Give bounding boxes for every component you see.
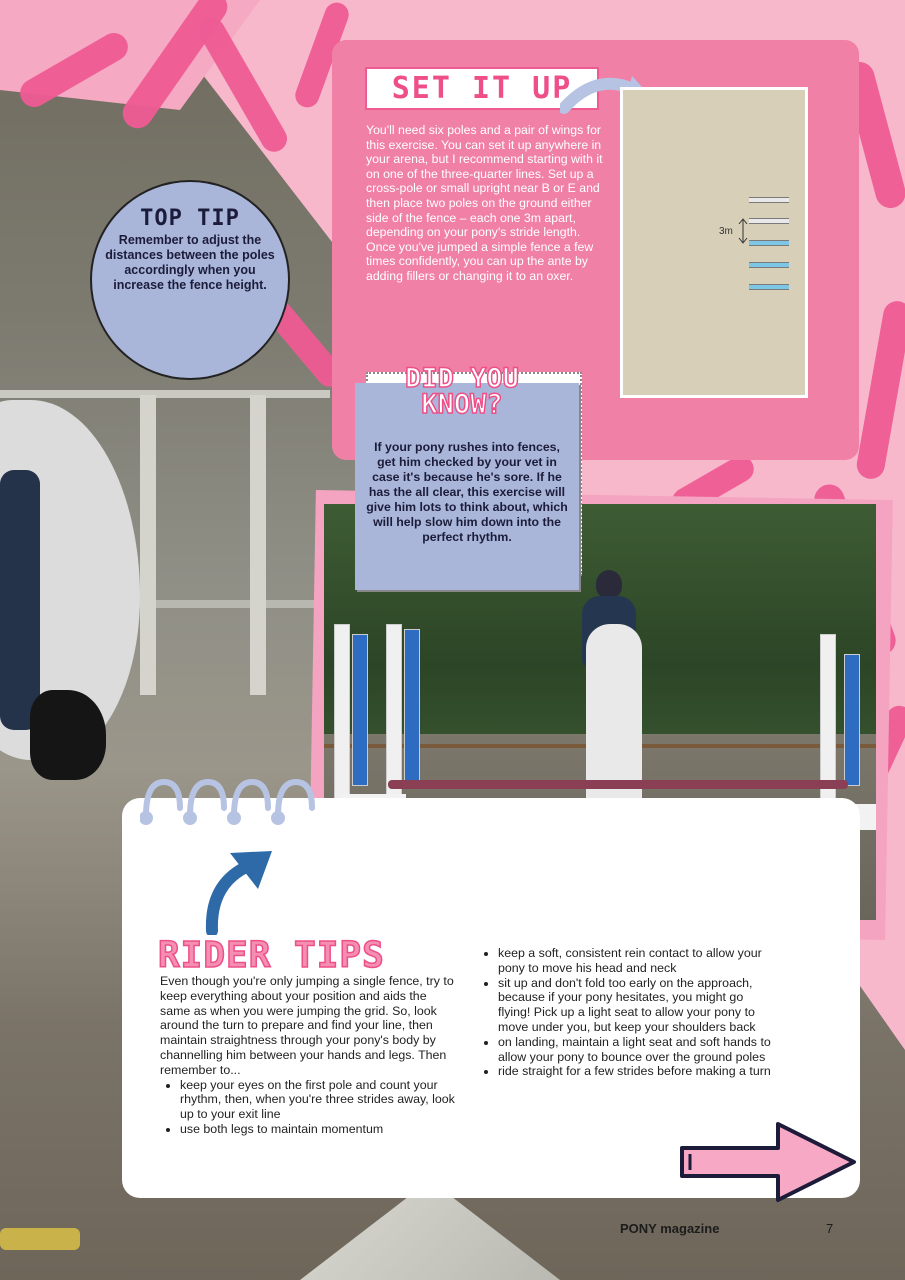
- list-item: • keep a soft, consistent rein contact to allow your pony to move his head and neck: [498, 946, 778, 976]
- rider-helmet: [596, 570, 622, 598]
- setup-title: SET IT UP: [365, 67, 599, 110]
- list-item: • ride straight for a few strides before making a turn: [498, 1064, 778, 1079]
- background-post: [140, 395, 156, 695]
- distance-arrow-icon: [738, 218, 748, 244]
- rider-tips-title: RIDER TIPS: [158, 935, 385, 976]
- jump-wing-upright: [404, 629, 420, 781]
- rider-tips-left-list: [160, 1078, 460, 1137]
- did-you-know-title-line: DID YOU: [405, 363, 519, 394]
- setup-body: You'll need six poles and a pair of wings for this exercise. You can set it up anywhere in your arena, but I recommend starting with it on one of the three-quarter lines. Set up a cross-pole or small upright near B or E and then place two poles on the ground either side of the fence – each one 3m apart, depending on your pony's stride length. Once you've jumped a simple fence a few times confidently, you can up the ante by adding fillers or changing it to an oxer.: [366, 123, 603, 283]
- ground-pole: [749, 218, 789, 224]
- jump-wing-upright: [352, 634, 368, 786]
- top-tip-bubble: [90, 180, 290, 380]
- did-you-know-title-line: KNOW?: [421, 389, 503, 420]
- list-item: • sit up and don't fold too early on the approach, because if your pony hesitates, you might go flying! Pick up a light seat to allow your pony to move under you, but keep your shoulders back: [498, 976, 778, 1035]
- rider-tips-left-column: [160, 974, 460, 1137]
- distance-label: 3m: [719, 226, 733, 237]
- curved-up-arrow-icon: [200, 845, 280, 935]
- grey-horse: [586, 624, 642, 824]
- background-rail: [0, 390, 330, 398]
- ground-pole: [749, 262, 789, 268]
- rider-tips-right-column: [478, 946, 778, 1079]
- top-tip-title: TOP TIP: [140, 206, 240, 231]
- ground-pole: [749, 284, 789, 290]
- did-you-know-body: If your pony rushes into fences, get him checked by your vet in case it's because he's sore. If he has the all clear, this exercise will give him lots to think about, which will help slow him down into the perfect rhythm.: [366, 440, 568, 544]
- jump-pole-top: [388, 780, 848, 789]
- page-number: 7: [826, 1221, 834, 1236]
- list-item: • use both legs to maintain momentum: [180, 1122, 460, 1137]
- rider-tips-intro: Even though you're only jumping a single fence, try to keep everything about your position and aids the same as when you were jumping the grid. So, look around the turn to prepare and find your line, then maintain straightness through your pony's body by channelling him between your hands and legs. Then remember to...: [160, 974, 454, 1077]
- notebook-rings-icon: [140, 768, 320, 828]
- ground-pole: [749, 197, 789, 203]
- next-page-arrow-icon: [678, 1118, 862, 1204]
- rider-tips-right-list: [478, 946, 778, 1079]
- top-tip-body: Remember to adjust the distances between the poles accordingly when you increase the fence height.: [105, 233, 275, 292]
- background-rider-leg: [0, 470, 40, 730]
- did-you-know-title: [392, 363, 532, 420]
- magazine-brand: PONY magazine: [620, 1221, 720, 1236]
- background-ground-pole: [0, 1228, 80, 1250]
- background-post: [250, 395, 266, 695]
- arena-diagram: [620, 87, 808, 398]
- background-rider-boot: [30, 690, 106, 780]
- list-item: • on landing, maintain a light seat and soft hands to allow your pony to bounce over the ground poles: [498, 1035, 778, 1065]
- jump-wing-upright: [844, 654, 860, 786]
- list-item: • keep your eyes on the first pole and count your rhythm, then, when you're three strides away, look up to your exit line: [180, 1078, 460, 1122]
- fence-pole: [749, 240, 789, 246]
